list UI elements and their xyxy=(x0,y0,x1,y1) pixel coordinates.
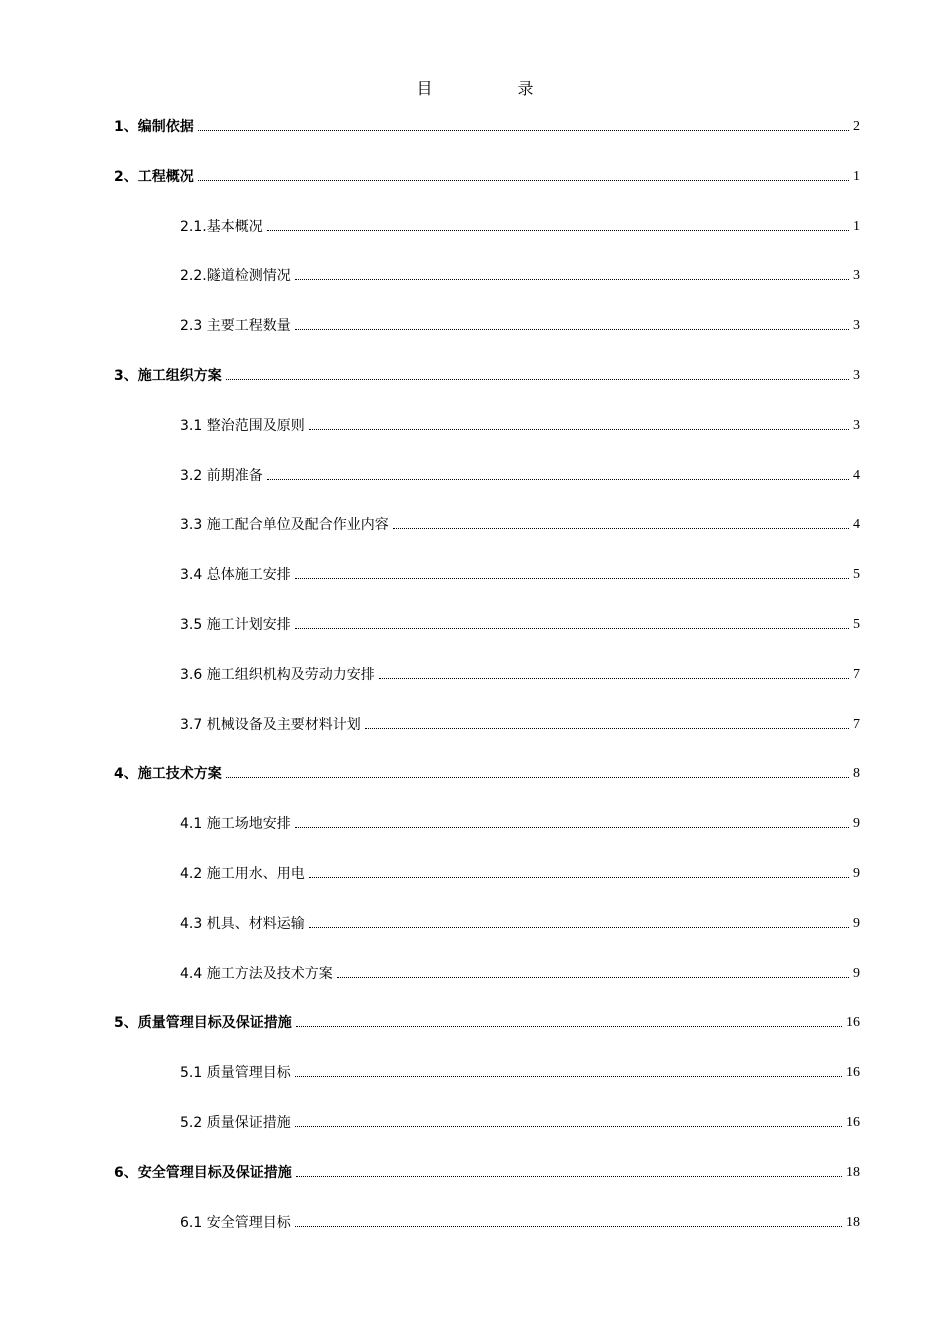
toc-entry-page-number: 1 xyxy=(853,168,860,184)
toc-entry-label: 2.1.基本概况 xyxy=(180,218,263,235)
toc-entry-page-number: 3 xyxy=(853,368,860,383)
toc-dot-leader xyxy=(296,1025,842,1027)
toc-entry-page-number: 1 xyxy=(853,218,860,234)
toc-dot-leader xyxy=(295,577,849,579)
toc-entry-section[interactable] xyxy=(180,413,860,435)
toc-dot-leader xyxy=(379,677,849,679)
toc-entry-section[interactable] xyxy=(180,911,860,933)
toc-entry-label: 5.1 质量管理目标 xyxy=(180,1065,291,1082)
toc-dot-leader xyxy=(226,776,849,778)
toc-entry-label: 2、工程概况 xyxy=(114,168,194,185)
toc-entry-label: 5.2 质量保证措施 xyxy=(180,1115,291,1131)
toc-entry-label: 2.2.隧道检测情况 xyxy=(180,268,291,285)
page-title: 目 录 xyxy=(416,79,574,98)
toc-dot-leader xyxy=(295,1225,842,1227)
toc-entry-page-number: 16 xyxy=(846,1115,860,1130)
toc-dot-leader xyxy=(295,1125,842,1127)
toc-dot-leader xyxy=(198,129,849,131)
toc-entry-page-number: 9 xyxy=(853,866,860,881)
toc-entry-label: 4.2 施工用水、用电 xyxy=(180,866,305,882)
toc-entry-label: 3.7 机械设备及主要材料计划 xyxy=(180,716,361,733)
toc-entry-chapter[interactable] xyxy=(114,1160,860,1182)
toc-dot-leader xyxy=(267,478,849,480)
toc-entry-label: 3.3 施工配合单位及配合作业内容 xyxy=(180,517,389,534)
toc-entry-page-number: 9 xyxy=(853,915,860,931)
toc-entry-page-number: 4 xyxy=(853,467,860,483)
toc-entry-label: 3.1 整治范围及原则 xyxy=(180,417,305,434)
toc-dot-leader xyxy=(295,627,849,629)
toc-dot-leader xyxy=(226,378,849,380)
toc-entry-section[interactable] xyxy=(180,861,860,883)
toc-entry-label: 4.3 机具、材料运输 xyxy=(180,915,305,932)
toc-entry-page-number: 3 xyxy=(853,318,860,334)
toc-entry-chapter[interactable] xyxy=(114,1010,860,1032)
toc-entry-section[interactable] xyxy=(180,612,860,634)
toc-entry-section[interactable] xyxy=(180,562,860,584)
toc-entry-page-number: 7 xyxy=(853,716,860,732)
toc-entry-section[interactable] xyxy=(180,961,860,983)
toc-entry-label: 4、施工技术方案 xyxy=(114,766,222,783)
toc-entry-section[interactable] xyxy=(180,1110,860,1132)
toc-entry-page-number: 9 xyxy=(853,816,860,832)
toc-entry-section[interactable] xyxy=(180,1210,860,1232)
toc-dot-leader xyxy=(365,727,849,729)
toc-entry-label: 3.4 总体施工安排 xyxy=(180,567,291,584)
toc-entry-page-number: 2 xyxy=(853,119,860,134)
toc-entry-chapter[interactable] xyxy=(114,761,860,783)
toc-entry-page-number: 7 xyxy=(853,666,860,682)
toc-dot-leader xyxy=(337,976,849,978)
toc-dot-leader xyxy=(309,428,849,430)
toc-entry-section[interactable] xyxy=(180,811,860,833)
toc-dot-leader xyxy=(295,278,849,280)
toc-dot-leader xyxy=(309,876,849,878)
toc-entry-page-number: 5 xyxy=(853,567,860,583)
toc-entry-chapter[interactable] xyxy=(114,363,860,385)
toc-dot-leader xyxy=(295,826,849,828)
toc-entry-section[interactable] xyxy=(180,463,860,485)
toc-entry-label: 1、编制依据 xyxy=(114,119,194,135)
toc-entry-label: 3.6 施工组织机构及劳动力安排 xyxy=(180,666,375,683)
toc-entry-label: 3.2 前期准备 xyxy=(180,467,263,484)
toc-entry-section[interactable] xyxy=(180,263,860,285)
toc-entry-section[interactable] xyxy=(180,214,860,236)
toc-entry-page-number: 3 xyxy=(853,268,860,284)
toc-dot-leader xyxy=(296,1175,842,1177)
toc-entry-page-number: 3 xyxy=(853,417,860,433)
toc-dot-leader xyxy=(198,179,849,181)
toc-dot-leader xyxy=(267,229,849,231)
toc-entry-section[interactable] xyxy=(180,313,860,335)
toc-entry-label: 6、安全管理目标及保证措施 xyxy=(114,1164,292,1181)
toc-entry-chapter[interactable] xyxy=(114,114,860,136)
toc-entry-page-number: 18 xyxy=(846,1214,860,1230)
toc-entry-page-number: 16 xyxy=(846,1015,860,1031)
toc-entry-label: 3.5 施工计划安排 xyxy=(180,617,291,633)
toc-entry-section[interactable] xyxy=(180,712,860,734)
toc-entry-section[interactable] xyxy=(180,1060,860,1082)
toc-entry-page-number: 4 xyxy=(853,517,860,533)
toc-entry-label: 4.4 施工方法及技术方案 xyxy=(180,965,333,982)
toc-entry-page-number: 18 xyxy=(846,1164,860,1180)
toc-entry-section[interactable] xyxy=(180,662,860,684)
toc-entry-page-number: 8 xyxy=(853,766,860,782)
toc-entry-label: 6.1 安全管理目标 xyxy=(180,1214,291,1231)
toc-dot-leader xyxy=(295,1075,842,1077)
toc-entry-section[interactable] xyxy=(180,512,860,534)
toc-entry-page-number: 16 xyxy=(846,1065,860,1081)
toc-entry-chapter[interactable] xyxy=(114,164,860,186)
toc-dot-leader xyxy=(393,527,849,529)
toc-dot-leader xyxy=(295,328,849,330)
toc-entry-label: 3、施工组织方案 xyxy=(114,368,222,384)
toc-dot-leader xyxy=(309,926,849,928)
toc-entry-label: 4.1 施工场地安排 xyxy=(180,816,291,833)
toc-entry-page-number: 5 xyxy=(853,617,860,632)
toc-entry-label: 5、质量管理目标及保证措施 xyxy=(114,1015,292,1032)
toc-entry-label: 2.3 主要工程数量 xyxy=(180,318,291,335)
toc-entry-page-number: 9 xyxy=(853,965,860,981)
